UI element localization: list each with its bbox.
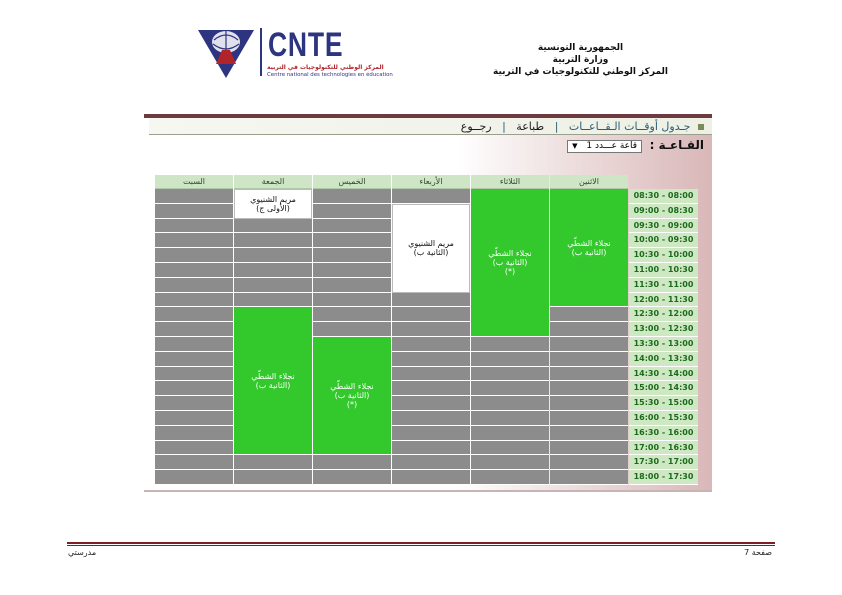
time-slot: 09:00 - 08:30 [629,204,698,219]
day-header-thursday: الخميس [313,175,391,189]
empty-slot [155,278,233,293]
time-slot: 14:30 - 14:00 [629,367,698,382]
empty-slot [155,219,233,234]
empty-slot [313,455,391,470]
empty-slot [234,278,312,293]
time-slot: 14:00 - 13:30 [629,352,698,367]
lesson-group: (الأولى ج) [256,203,290,213]
empty-slot [392,322,470,337]
gov-line-center: المركز الوطني للتكنولوجيات في التربية [493,67,668,77]
empty-slot [471,352,549,367]
empty-slot [155,367,233,382]
empty-slot [392,426,470,441]
page-title: جـدول أوقــات الـقــاعــات [568,120,691,133]
navbar [149,118,712,135]
empty-slot [234,455,312,470]
footer-rule [67,542,775,544]
government-header [493,42,668,78]
empty-slot [392,293,470,308]
empty-slot [392,470,470,485]
time-slot: 12:30 - 12:00 [629,307,698,322]
timetable-grid [155,175,698,485]
empty-slot [155,381,233,396]
empty-slot [392,441,470,456]
lesson-group: (الثانية ب) [255,380,291,390]
time-slot: 15:30 - 15:00 [629,396,698,411]
time-slot: 18:00 - 17:30 [629,470,698,485]
lesson-teacher: نجلاء الشطّي [330,382,374,392]
empty-slot [234,233,312,248]
lesson-group: (الثانية ب) [334,391,370,401]
empty-slot [155,307,233,322]
time-slot: 08:30 - 08:00 [629,189,698,204]
lesson-group: (الثانية ب) [571,247,607,257]
lesson-block[interactable] [392,204,470,293]
empty-slot [155,396,233,411]
empty-slot [550,307,628,322]
empty-slot [313,263,391,278]
lesson-teacher: نجلاء الشطّي [567,238,611,248]
empty-slot [392,367,470,382]
empty-slot [155,293,233,308]
empty-slot [155,352,233,367]
empty-slot [471,455,549,470]
lesson-note: (*) [346,400,358,410]
empty-slot [471,396,549,411]
empty-slot [313,307,391,322]
empty-slot [392,396,470,411]
empty-slot [471,411,549,426]
globe-hand-icon [196,24,256,80]
room-select-value: قاعة عـــدد 1 [586,140,638,151]
logo-acronym: CNTE [268,26,344,64]
empty-slot [313,189,391,204]
empty-slot [550,396,628,411]
corner-cell [629,175,698,189]
lesson-teacher: نجلاء الشطّي [488,248,532,258]
empty-slot [471,470,549,485]
empty-slot [155,322,233,337]
lesson-block[interactable] [550,189,628,307]
logo-arabic-name: المركز الوطني للتكنولوجيات في التربية [267,64,384,71]
empty-slot [313,233,391,248]
empty-slot [155,337,233,352]
nav-separator: | [502,120,506,133]
empty-slot [471,337,549,352]
time-slot: 15:00 - 14:30 [629,381,698,396]
lesson-block[interactable] [234,189,312,219]
time-slot: 12:00 - 11:30 [629,293,698,308]
day-header-monday: الاثنين [550,175,628,189]
empty-slot [392,455,470,470]
empty-slot [313,219,391,234]
empty-slot [155,233,233,248]
lesson-block[interactable] [471,189,549,337]
footer-rule [67,545,775,546]
empty-slot [471,381,549,396]
empty-slot [550,470,628,485]
back-link[interactable]: رجــوع [460,120,492,133]
empty-slot [313,293,391,308]
empty-slot [155,441,233,456]
empty-slot [392,352,470,367]
print-link[interactable]: طباعة [516,120,545,133]
gov-line-republic: الجمهورية التونسية [537,43,624,53]
time-slot: 13:00 - 12:30 [629,322,698,337]
lesson-group: (الثانية ب) [413,248,449,258]
empty-slot [392,337,470,352]
empty-slot [550,426,628,441]
empty-slot [155,455,233,470]
time-slot: 17:00 - 16:30 [629,441,698,456]
timetable-screenshot [144,114,712,492]
time-slot: 11:30 - 11:00 [629,278,698,293]
room-select[interactable] [567,140,642,153]
empty-slot [550,411,628,426]
empty-slot [550,441,628,456]
time-slot: 16:00 - 15:30 [629,411,698,426]
empty-slot [550,337,628,352]
room-selector [567,138,704,153]
time-slot: 16:30 - 16:00 [629,426,698,441]
day-header-friday: الجمعة [234,175,312,189]
empty-slot [155,189,233,204]
empty-slot [234,470,312,485]
empty-slot [155,263,233,278]
time-slot: 17:30 - 17:00 [629,455,698,470]
day-header-saturday: السبت [155,175,233,189]
empty-slot [234,263,312,278]
room-label: القـاعـة : [649,138,704,152]
empty-slot [471,441,549,456]
empty-slot [234,248,312,263]
empty-slot [550,367,628,382]
empty-slot [155,426,233,441]
empty-slot [471,426,549,441]
nav-separator: | [554,120,559,133]
dropdown-arrow-icon: ▼ [572,141,578,150]
footer-site-name: مدرستي [68,548,97,557]
empty-slot [313,204,391,219]
empty-slot [313,278,391,293]
empty-slot [155,204,233,219]
empty-slot [313,470,391,485]
day-header-wednesday: الأربعاء [392,175,470,189]
time-slot: 10:30 - 10:00 [629,248,698,263]
time-slot: 11:00 - 10:30 [629,263,698,278]
empty-slot [550,455,628,470]
empty-slot [155,248,233,263]
lesson-teacher: مريم الشنيوي [408,239,454,249]
time-slot: 10:00 - 09:30 [629,233,698,248]
empty-slot [155,470,233,485]
gov-line-ministry: وزارة التربية [552,55,609,65]
lesson-block[interactable] [234,307,312,455]
lesson-teacher: نجلاء الشطّي [251,371,295,381]
empty-slot [313,322,391,337]
empty-slot [550,322,628,337]
lesson-teacher: مريم الشنيوي [250,194,296,204]
empty-slot [313,248,391,263]
empty-slot [550,381,628,396]
empty-slot [471,367,549,382]
empty-slot [392,189,470,204]
lesson-block[interactable] [313,337,391,455]
lesson-note: (*) [504,266,516,276]
empty-slot [392,307,470,322]
lesson-group: (الثانية ب) [492,257,528,267]
logo-french-name: Centre national des technologies en éducation [267,72,393,78]
empty-slot [550,352,628,367]
time-slot: 13:30 - 13:00 [629,337,698,352]
bullet-icon [698,124,704,130]
time-slot: 09:30 - 09:00 [629,219,698,234]
page-number: صفحة 7 [744,548,772,557]
day-header-tuesday: الثلاثاء [471,175,549,189]
empty-slot [392,381,470,396]
empty-slot [155,411,233,426]
empty-slot [234,219,312,234]
logo-divider [260,28,262,76]
cnte-logo [196,24,406,82]
empty-slot [392,411,470,426]
empty-slot [234,293,312,308]
